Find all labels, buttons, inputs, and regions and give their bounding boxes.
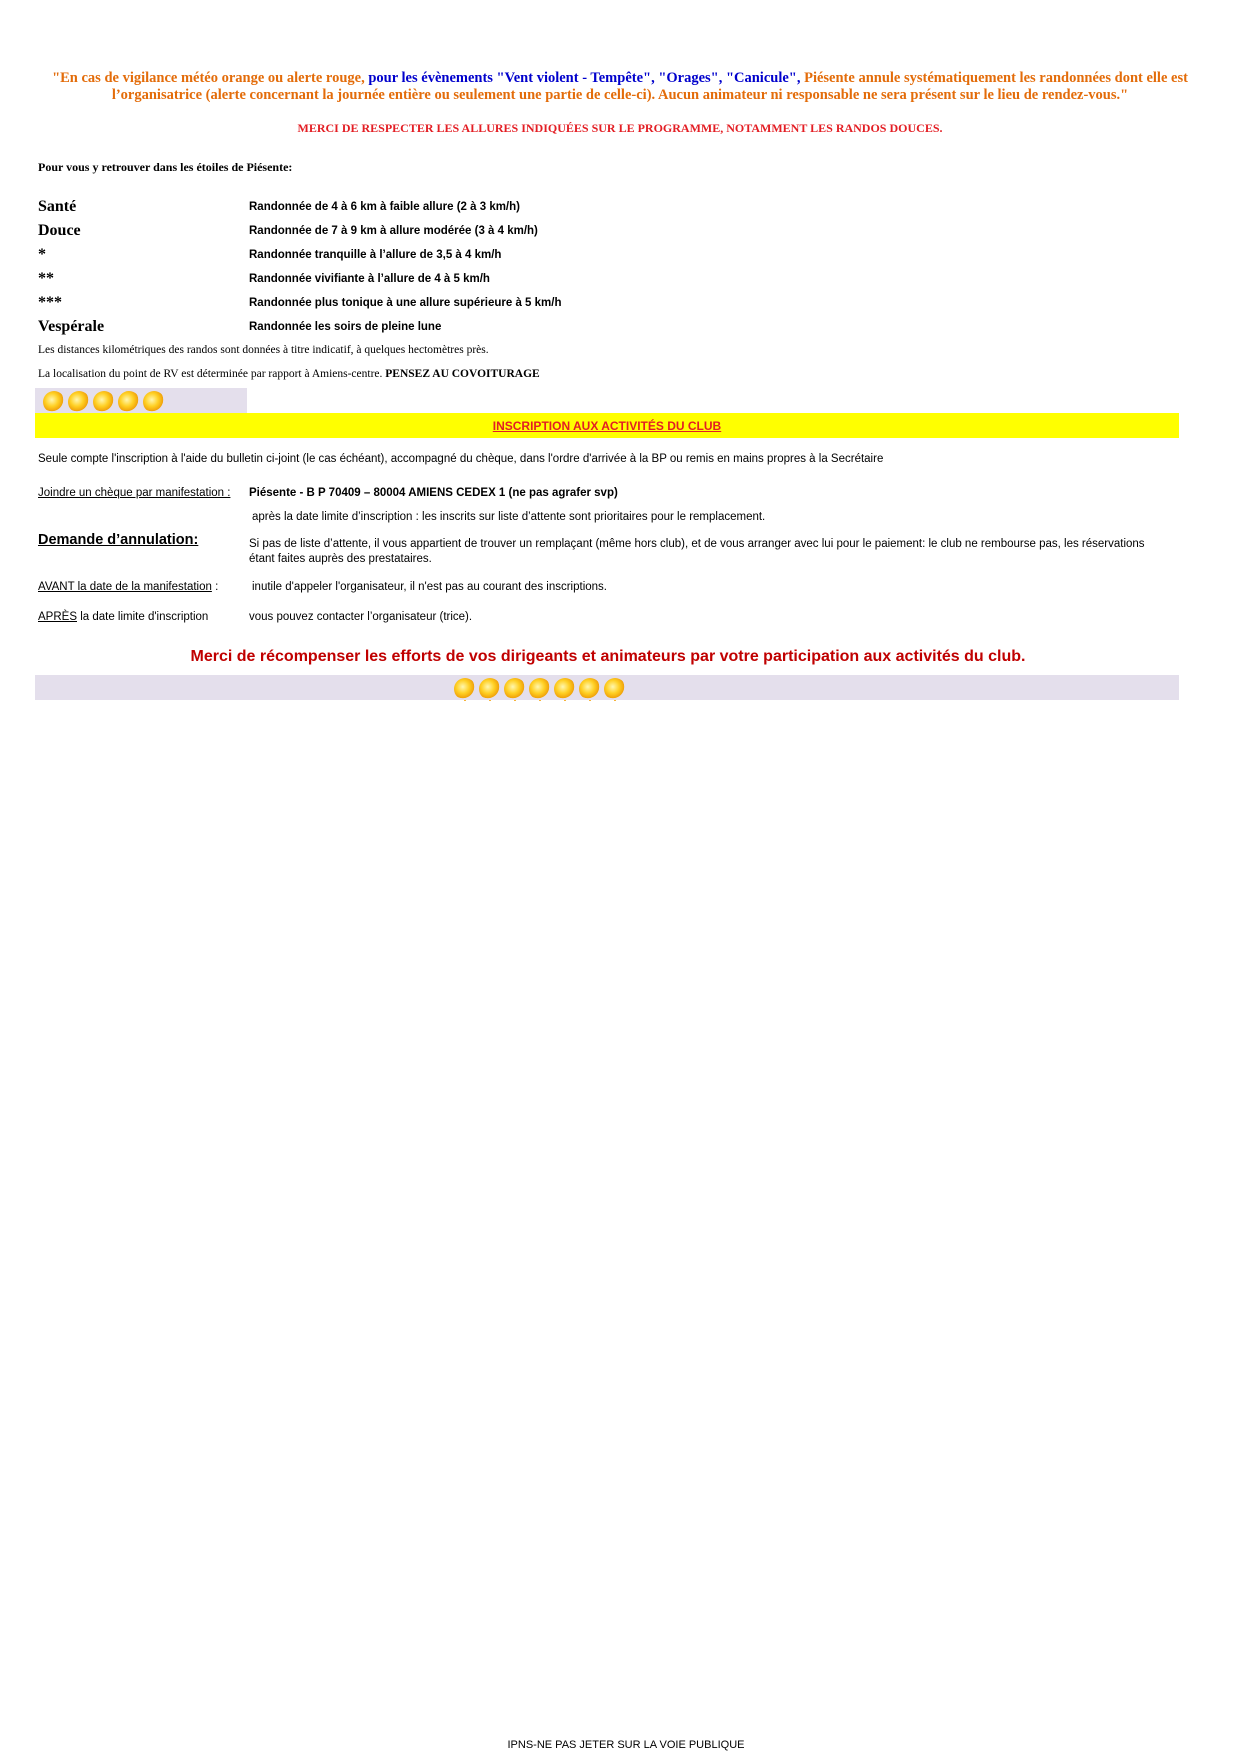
sun-icon (93, 391, 115, 413)
level-name-three-stars: *** (38, 294, 62, 311)
apres-label-row (38, 610, 208, 625)
level-desc-vesperale: Randonnée les soirs de pleine lune (249, 321, 442, 333)
inscription-title: INSCRIPTION AUX ACTIVITÉS DU CLUB (492, 419, 722, 433)
level-name-vesperale: Vespérale (38, 318, 105, 335)
cheque-address: Piésente - B P 70409 – 80004 AMIENS CEDEX 1 (ne pas agrafer svp) (249, 487, 618, 499)
merci-message: Merci de récompenser les efforts de vos dirigeants et animateurs par votre participation aux activités du club. (190, 648, 1026, 665)
apres-label: APRÈS (38, 611, 77, 623)
avant-label: AVANT la date de la manifestation (38, 581, 212, 593)
sun-icon (68, 391, 90, 413)
level-desc-douce: Randonnée de 7 à 9 km à allure modérée (3 à 4 km/h) (249, 225, 538, 237)
allures-notice: MERCI DE RESPECTER LES ALLURES INDIQUÉES SUR LE PROGRAMME, NOTAMMENT LES RANDOS DOUCES. (297, 121, 943, 135)
rv-note (38, 368, 540, 380)
distances-note: Les distances kilométriques des randos sont données à titre indicatif, à quelques hectomètres près. (38, 344, 489, 356)
avant-label-row (38, 580, 218, 595)
sun-icon (43, 391, 65, 413)
sun-bar-wide (35, 675, 1179, 700)
sun-icon (479, 678, 501, 700)
annulation-text: Si pas de liste d’attente, il vous appartient de trouver un remplaçant (même hors club), et de vous arranger avec lui pour le paiement: le club ne rembourse pas, les réservations étant faites auprès des prestataires. (249, 538, 1145, 565)
sun-icon (604, 678, 626, 700)
inscription-text: Seule compte l'inscription à l'aide du bulletin ci-joint (le cas échéant), accompagné du chèque, dans l'ordre d'arrivée à la BP ou remis en mains propres à la Secrétaire (38, 453, 884, 465)
sun-icon (143, 391, 165, 413)
footer-ipns: IPNS-NE PAS JETER SUR LA VOIE PUBLIQUE (507, 1739, 745, 1751)
apres-label-rest: la date limite d'inscription (77, 611, 209, 623)
stars-intro: Pour vous y retrouver dans les étoiles de Piésente: (38, 160, 293, 174)
level-name-douce: Douce (38, 222, 81, 239)
apres-text: vous pouvez contacter l’organisateur (trice). (249, 611, 473, 623)
inscription-title-bar (35, 413, 1179, 438)
rv-note-text: La localisation du point de RV est déterminée par rapport à Amiens-centre. (38, 368, 386, 380)
level-name-one-star: * (38, 246, 46, 263)
level-desc-three-stars: Randonnée plus tonique à une allure supérieure à 5 km/h (249, 297, 562, 309)
avant-colon: : (211, 581, 219, 593)
level-desc-one-star: Randonnée tranquille à l’allure de 3,5 à 4 km/h (249, 249, 502, 261)
vigilance-part-2: pour les évènements "Vent violent - Tempête", "Orages", "Canicule", (368, 70, 805, 86)
cheque-label: Joindre un chèque par manifestation : (38, 487, 231, 499)
level-desc-two-stars: Randonnée vivifiante à l’allure de 4 à 5 km/h (249, 273, 490, 285)
sun-icon (118, 391, 140, 413)
sun-bar-small (35, 388, 247, 413)
level-name-sante: Santé (38, 198, 77, 215)
sun-icon (554, 678, 576, 700)
after-deadline-text: après la date limite d’inscription : les inscrits sur liste d’attente sont prioritaires pour le remplacement. (252, 511, 766, 523)
sun-icon (529, 678, 551, 700)
level-desc-sante: Randonnée de 4 à 6 km à faible allure (2 à 3 km/h) (249, 201, 520, 213)
covoiturage-text: PENSEZ AU COVOITURAGE (385, 368, 540, 380)
vigilance-part-1: "En cas de vigilance météo orange ou alerte rouge, (52, 70, 369, 86)
vigilance-notice (38, 70, 1202, 104)
sun-icon (504, 678, 526, 700)
vigilance-part-3: Piésente annule systématiquement les randonnées dont elle est l’organisatrice (alerte concernant la journée entière ou seulement une partie de celle-ci). Aucun animateur ni responsable ne sera présent sur le lieu de rendez-vous." (111, 70, 1188, 103)
avant-text: inutile d'appeler l'organisateur, il n'est pas au courant des inscriptions. (252, 581, 607, 593)
sun-icon (579, 678, 601, 700)
annulation-label: Demande d’annulation: (38, 532, 199, 548)
level-name-two-stars: ** (38, 270, 54, 287)
sun-icon (454, 678, 476, 700)
